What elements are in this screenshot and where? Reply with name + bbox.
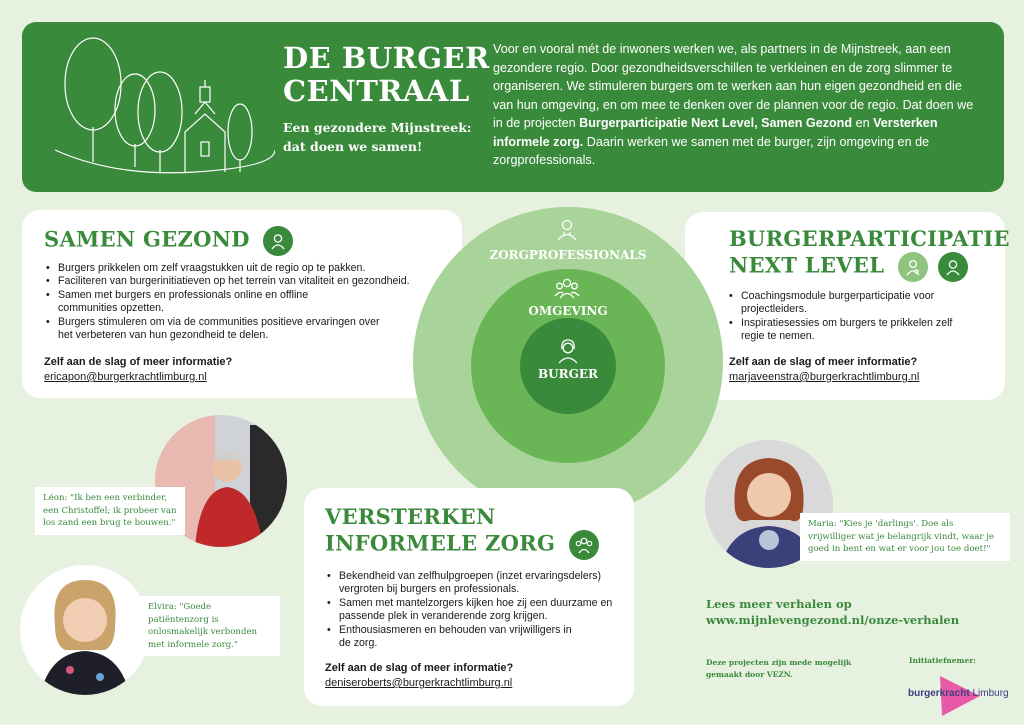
group-icon <box>569 530 599 560</box>
burgerparticipatie-title: BURGERPARTICIPATIE NEXT LEVEL <box>729 226 1010 282</box>
list-item: • Inspiratiesessies om burgers te prikkelen zelf regie te nemen. <box>727 317 957 344</box>
person-icon <box>938 252 968 282</box>
samen-gezond-more-heading: Zelf aan de slag of meer informatie? <box>44 356 233 368</box>
burgerparticipatie-more-heading: Zelf aan de slag of meer informatie? <box>729 356 918 368</box>
person-icon <box>263 226 293 256</box>
elvira-quote: Elvira: "Goede patiëntenzorg is onlosmakelijk verbonden met informele zorg." <box>140 596 280 656</box>
leon-quote: Léon: "Ik ben een verbinder, een Christoffel; ik probeer van los zand een brug te bouwen." <box>35 487 185 535</box>
zorgprofessionals-label: ZORGPROFESSIONALS <box>489 248 647 262</box>
omgeving-label: OMGEVING <box>528 304 608 318</box>
versterken-email-link[interactable]: deniseroberts@burgerkrachtlimburg.nl <box>325 677 513 689</box>
list-item: • Burgers stimuleren om via de communities positieve ervaringen over het verbeteren van hun gezondheid te delen. <box>44 316 384 343</box>
versterken-more-heading: Zelf aan de slag of meer informatie? <box>325 662 514 674</box>
list-item: • Samen met burgers en professionals online en offline communities opzetten. <box>44 289 344 316</box>
page-title: DE BURGER CENTRAAL <box>283 41 490 108</box>
intro-text: Voor en vooral mét de inwoners werken we, als partners in de Mijnstreek, aan een gezondere regio. Door gezondheidsverschillen te verkleinen en de zorg slimmer te organiseren. We stimuleren burgers om te werken aan hun eigen gezondheid en die van hun omgeving, en om mee te denken over de plannen voor de regio. Dat doen we in de projecten Burgerparticipatie Next Level, Samen Gezond en Versterken informele zorg. Daarin werken we samen met de burger, zijn omgeving en de zorgprofessionals. <box>493 42 974 167</box>
list-item: • Faciliteren van burgerinitiatieven op het terrein van vitaliteit en gezondheid. <box>44 275 439 288</box>
made-possible-text: Deze projecten zijn mede mogelijk gemaakt door VEZN. <box>706 658 852 679</box>
samen-gezond-email-link[interactable]: ericapon@burgerkrachtlimburg.nl <box>44 371 207 383</box>
list-item: • Bekendheid van zelfhulpgroepen (inzet ervaringsdelers) vergroten bij burgers en professionals. <box>325 570 620 597</box>
doctor-icon <box>555 217 579 241</box>
burgerkracht-logo: burgerkracht Limburg <box>908 688 1009 699</box>
list-item: • Coachingsmodule burgerparticipatie voor projectleiders. <box>727 290 957 317</box>
burgerparticipatie-list <box>727 290 957 344</box>
samen-gezond-title: SAMEN GEZOND <box>44 226 293 256</box>
group-icon <box>554 276 580 300</box>
versterken-title: VERSTERKEN INFORMELE ZORG <box>325 504 599 560</box>
versterken-list <box>325 570 620 650</box>
samen-gezond-list <box>44 262 439 342</box>
initiator-label: Initiatiefnemer: <box>909 656 976 665</box>
burger-label: BURGER <box>538 367 598 381</box>
person-icon <box>556 338 580 364</box>
burgerparticipatie-email-link[interactable]: marjaveenstra@burgerkrachtlimburg.nl <box>729 371 920 383</box>
elvira-photo <box>20 565 150 695</box>
stories-link[interactable]: www.mijnlevengezond.nl/onze-verhalen <box>706 613 960 627</box>
inner-circle <box>520 318 616 414</box>
list-item: • Enthousiasmeren en behouden van vrijwilligers in de zorg. <box>325 624 585 651</box>
page-subtitle: Een gezondere Mijnstreek: dat doen we samen! <box>283 120 472 154</box>
read-more-text: Lees meer verhalen op <box>706 597 852 611</box>
maria-quote: Maria: "Kies je 'darlings'. Doe als vrijwilliger wat je belangrijk vindt, waar je goed in bent en wat er voor jou toe doet!" <box>800 513 1010 561</box>
professional-icon <box>898 252 928 282</box>
list-item: • Samen met mantelzorgers kijken hoe zij een duurzame en passende plek in veranderende zorg krijgen. <box>325 597 620 624</box>
list-item: • Burgers prikkelen om zelf vraagstukken uit de regio op te pakken. <box>44 262 439 275</box>
village-illustration <box>55 32 275 182</box>
